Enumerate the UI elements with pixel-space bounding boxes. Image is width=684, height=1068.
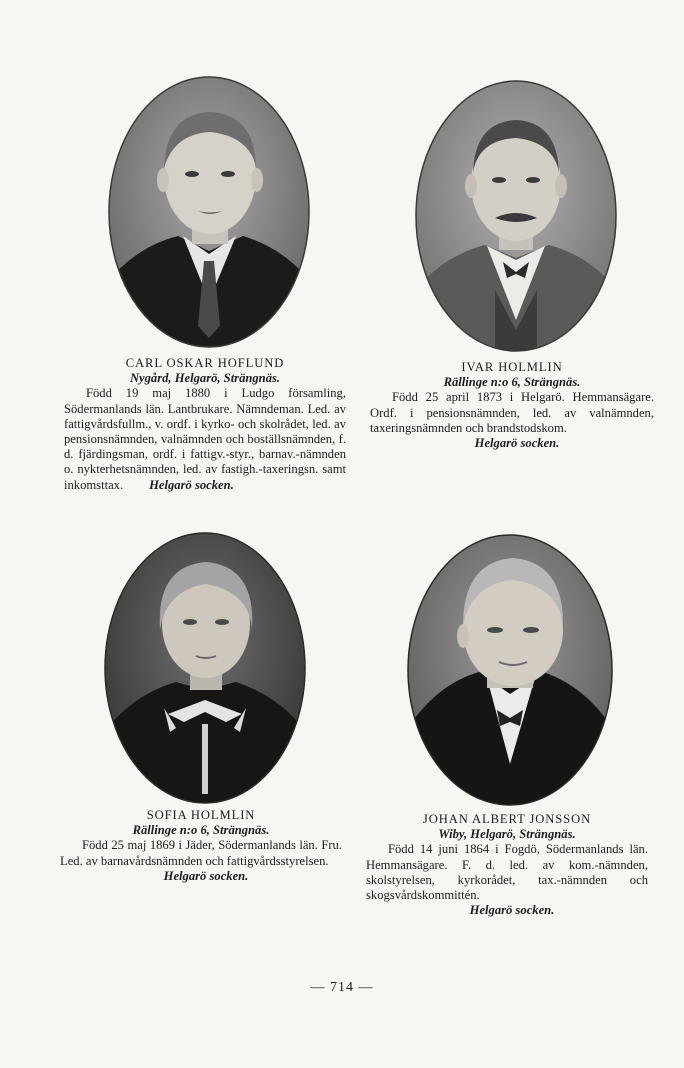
person-bio: Född 14 juni 1864 i Fogdö, Södermanlands län. Hemmansägare. F. d. led. av kom.-nämnden, skolstyrelsen, kyrkorådet, tax.-nämnden och skogsvårdskommittén. bbox=[366, 842, 648, 903]
entry-ivar-holmlin bbox=[370, 360, 654, 451]
portrait-johan-albert-jonsson bbox=[407, 534, 613, 806]
person-name: IVAR HOLMLIN bbox=[461, 360, 563, 374]
portrait-carl-oskar-hoflund bbox=[108, 76, 310, 348]
person-bio bbox=[64, 386, 346, 492]
person-address: Rällinge n:o 6, Strängnäs. bbox=[443, 375, 581, 390]
portrait-ivar-holmlin bbox=[415, 80, 617, 352]
person-name: CARL OSKAR HOFLUND bbox=[125, 356, 285, 370]
person-address: Wiby, Helgarö, Strängnäs. bbox=[438, 827, 576, 842]
person-bio: Född 25 maj 1869 i Jäder, Södermanlands län. Fru. Led. av barnavårdsnämnden och fattigvårdsstyrelsen. bbox=[60, 838, 342, 868]
bio-text: Född 19 maj 1880 i Ludgo församling, Södermanlands län. Lantbrukare. Nämndeman. Led. av fattigvårdsfullm., v. ordf. i kyrko- och skolrådet, led. av pensionsnämnden, valnämnden och boställsnämnden, f. d. fjärdingsman, ordf. i fattigv.-styr., barnav.-nämnden o. nykterhetsnämnden, led. av fastigh.-taxeringsn. samt inkomsttax. bbox=[64, 386, 346, 492]
parish: Helgarö socken. bbox=[474, 436, 560, 451]
person-name: JOHAN ALBERT JONSSON bbox=[422, 812, 592, 826]
person-bio: Född 25 april 1873 i Helgarö. Hemmansägare. Ordf. i pensionsnämnden, led. av valnämnden, taxeringsnämnden och brandstodskom. bbox=[370, 390, 654, 435]
parish: Helgarö socken. bbox=[149, 477, 234, 492]
person-address: Rällinge n:o 6, Strängnäs. bbox=[132, 823, 270, 838]
entry-sofia-holmlin bbox=[60, 808, 342, 884]
entry-johan-albert-jonsson bbox=[366, 812, 648, 918]
parish: Helgarö socken. bbox=[163, 868, 249, 883]
parish: Helgarö socken. bbox=[469, 903, 555, 918]
person-name: SOFIA HOLMLIN bbox=[146, 808, 256, 822]
entry-carl-oskar-hoflund bbox=[64, 356, 346, 493]
portrait-sofia-holmlin bbox=[104, 532, 306, 804]
person-address: Nygård, Helgarö, Strängnäs. bbox=[129, 371, 281, 386]
page-number: — 714 — bbox=[310, 980, 374, 995]
